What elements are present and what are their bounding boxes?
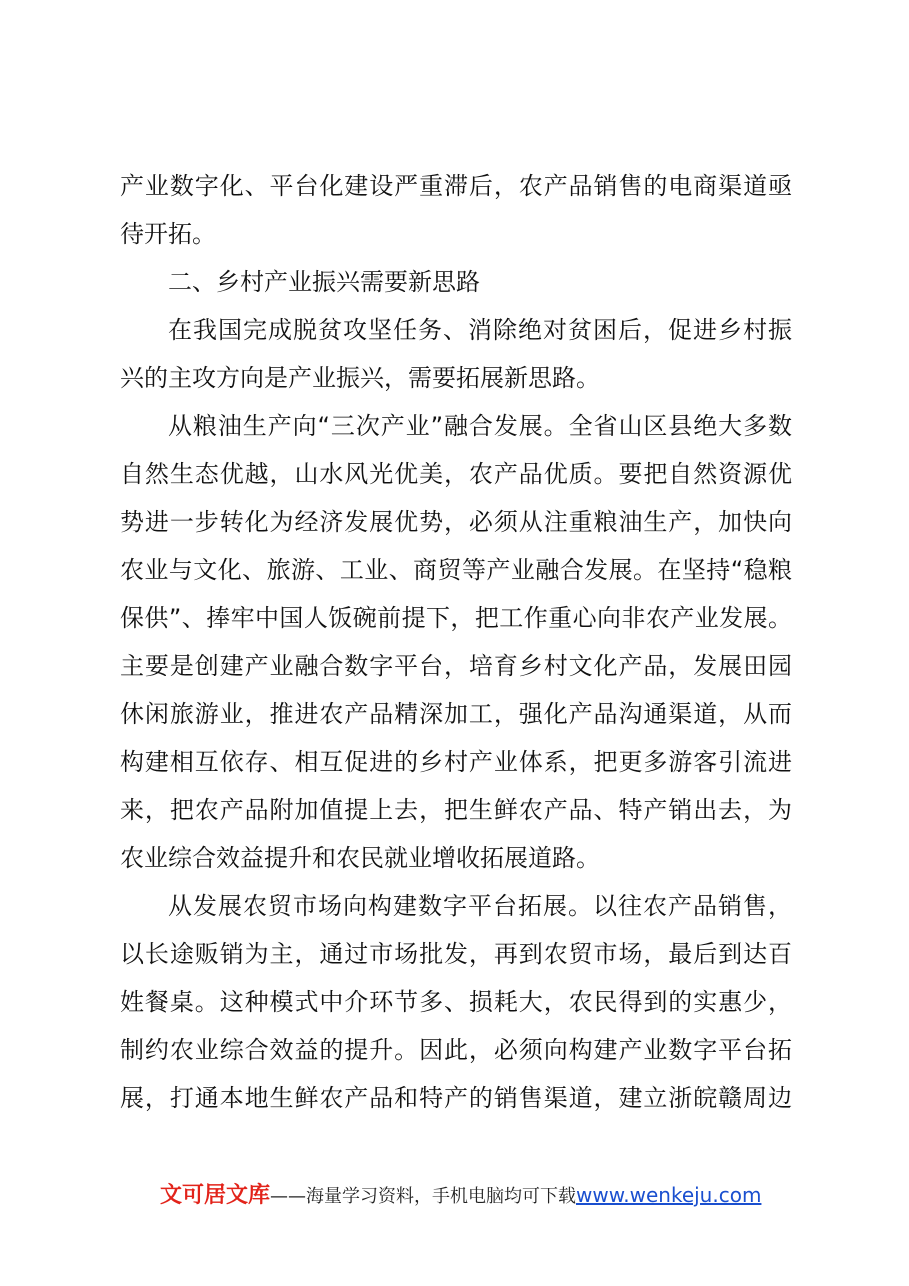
text-line: 在我国完成脱贫攻坚任务、消除绝对贫困后，促进乡村振 (168, 316, 792, 344)
section-heading: 二、乡村产业振兴需要新思路 (168, 268, 480, 296)
footer-banner (160, 1178, 800, 1218)
text-line: 保供”、捧牢中国人饭碗前提下，把工作重心向非农产业发展。 (120, 604, 792, 632)
text-line: 构建相互依存、相互促进的乡村产业体系，把更多游客引流进 (120, 748, 792, 776)
text-line: 制约农业综合效益的提升。因此，必须向构建产业数字平台拓 (120, 1036, 792, 1064)
brand-name: 文可居文库 (160, 1183, 271, 1208)
text-line: 来，把农产品附加值提上去，把生鲜农产品、特产销出去，为 (120, 796, 792, 824)
text-line: 农业与文化、旅游、工业、商贸等产业融合发展。在坚持“稳粮 (120, 556, 792, 584)
text-line: 产业数字化、平台化建设严重滞后，农产品销售的电商渠道亟 (120, 172, 792, 200)
document-body (120, 162, 792, 1122)
text-line: 展，打通本地生鲜农产品和特产的销售渠道，建立浙皖赣周边 (120, 1084, 792, 1112)
text-line: 以长途贩销为主，通过市场批发，再到农贸市场，最后到达百 (120, 940, 792, 968)
text-line: 休闲旅游业，推进农产品精深加工，强化产品沟通渠道，从而 (120, 700, 792, 728)
text-line: 从发展农贸市场向构建数字平台拓展。以往农产品销售， (168, 892, 792, 920)
footer-slogan: ——海量学习资料，手机电脑均可下载 (270, 1186, 577, 1207)
text-line: 自然生态优越，山水风光优美，农产品优质。要把自然资源优 (120, 460, 792, 488)
text-line: 农业综合效益提升和农民就业增收拓展道路。 (120, 844, 600, 872)
text-line: 待开拓。 (120, 220, 216, 248)
text-line: 从粮油生产向“三次产业”融合发展。全省山区县绝大多数 (168, 412, 792, 440)
text-line: 主要是创建产业融合数字平台，培育乡村文化产品，发展田园 (120, 652, 792, 680)
text-line: 兴的主攻方向是产业振兴，需要拓展新思路。 (120, 364, 600, 392)
text-line: 姓餐桌。这种模式中介环节多、损耗大，农民得到的实惠少， (120, 988, 792, 1016)
text-line: 势进一步转化为经济发展优势，必须从注重粮油生产，加快向 (120, 508, 792, 536)
website-link[interactable]: www.wenkeju.com (576, 1183, 762, 1207)
